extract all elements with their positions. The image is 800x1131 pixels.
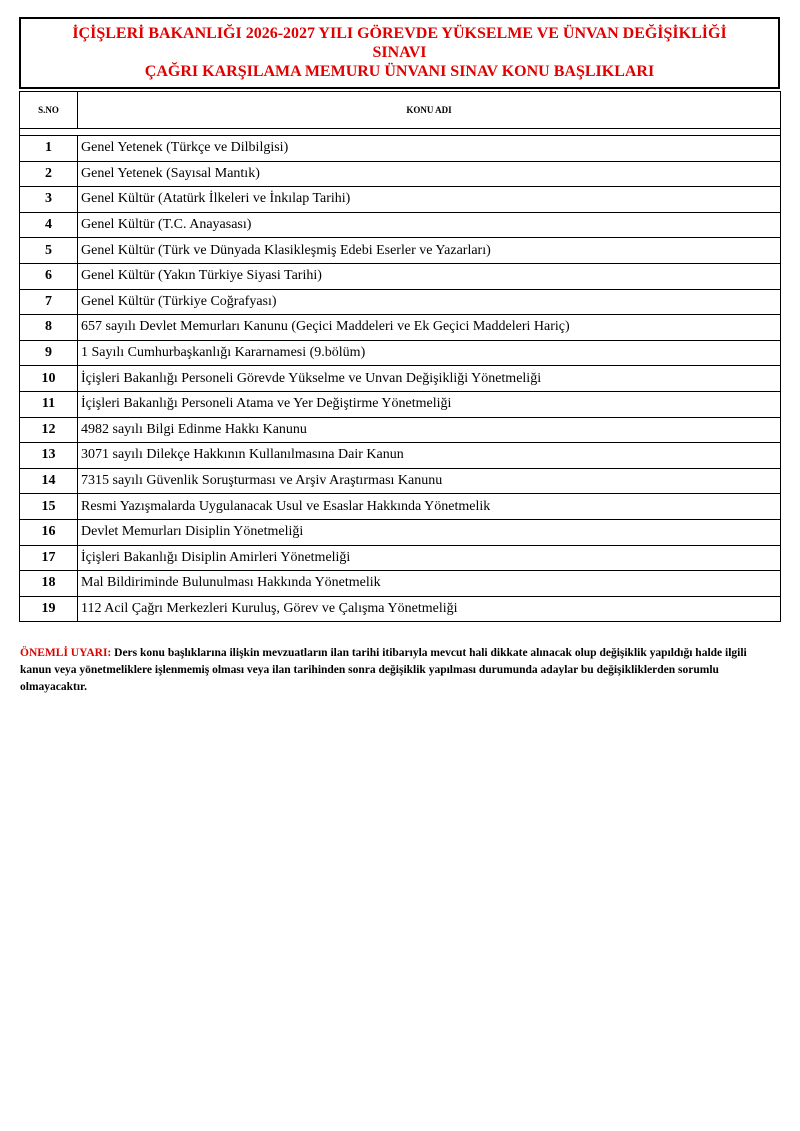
row-topic: Genel Yetenek (Türkçe ve Dilbilgisi)	[78, 136, 781, 162]
row-topic: 657 sayılı Devlet Memurları Kanunu (Geçici Maddeleri ve Ek Geçici Maddeleri Hariç)	[78, 315, 781, 341]
row-topic: İçişleri Bakanlığı Personeli Görevde Yükselme ve Unvan Değişikliği Yönetmeliği	[78, 366, 781, 392]
table-row	[20, 366, 781, 392]
title-line-2: SINAVI	[372, 44, 427, 61]
row-number: 6	[20, 263, 78, 289]
row-topic: Mal Bildiriminde Bulunulması Hakkında Yönetmelik	[78, 571, 781, 597]
row-number: 4	[20, 212, 78, 238]
table-row	[20, 443, 781, 469]
row-topic: 4982 sayılı Bilgi Edinme Hakkı Kanunu	[78, 417, 781, 443]
row-topic: 1 Sayılı Cumhurbaşkanlığı Kararnamesi (9.bölüm)	[78, 340, 781, 366]
row-number: 5	[20, 238, 78, 264]
row-number: 15	[20, 494, 78, 520]
row-topic: 112 Acil Çağrı Merkezleri Kuruluş, Görev ve Çalışma Yönetmeliği	[78, 596, 781, 622]
row-topic: Genel Kültür (Yakın Türkiye Siyasi Tarihi)	[78, 263, 781, 289]
document-sheet	[19, 17, 780, 622]
column-header-no: S.NO	[20, 92, 78, 129]
title-line-3: ÇAĞRI KARŞILAMA MEMURU ÜNVANI SINAV KONU BAŞLIKLARI	[144, 63, 655, 80]
table-row	[20, 263, 781, 289]
row-topic: Devlet Memurları Disiplin Yönetmeliği	[78, 519, 781, 545]
table-row	[20, 289, 781, 315]
row-topic: İçişleri Bakanlığı Personeli Atama ve Yer Değiştirme Yönetmeliği	[78, 391, 781, 417]
table-header-row	[20, 92, 781, 129]
table-row	[20, 187, 781, 213]
row-topic: Genel Kültür (T.C. Anayasası)	[78, 212, 781, 238]
title-line-1: İÇİŞLERİ BAKANLIĞI 2026-2027 YILI GÖREVDE YÜKSELME VE ÜNVAN DEĞİŞİKLİĞİ	[72, 25, 727, 42]
topics-table	[19, 91, 781, 622]
row-topic: Resmi Yazışmalarda Uygulanacak Usul ve Esaslar Hakkında Yönetmelik	[78, 494, 781, 520]
page-title	[19, 17, 780, 89]
row-number: 16	[20, 519, 78, 545]
row-number: 8	[20, 315, 78, 341]
important-warning	[20, 645, 780, 696]
table-row	[20, 494, 781, 520]
table-row	[20, 136, 781, 162]
column-header-topic: KONU ADI	[78, 92, 781, 129]
table-row	[20, 417, 781, 443]
row-topic: Genel Kültür (Atatürk İlkeleri ve İnkılap Tarihi)	[78, 187, 781, 213]
row-number: 14	[20, 468, 78, 494]
table-row	[20, 161, 781, 187]
row-number: 19	[20, 596, 78, 622]
warning-text: Ders konu başlıklarına ilişkin mevzuatların ilan tarihi itibarıyla mevcut hali dikkate alınacak olup değişiklik yapıldığı halde ilgili kanun veya yönetmeliklere işlenmemiş olması veya ilan tarihinden sonra değişiklik yapılması durumunda adaylar bu değişikliklerden sorumlu olmayacaktır.	[20, 647, 747, 693]
row-number: 1	[20, 136, 78, 162]
table-row	[20, 571, 781, 597]
table-row	[20, 545, 781, 571]
table-spacer-row	[20, 129, 781, 136]
row-topic: 3071 sayılı Dilekçe Hakkının Kullanılmasına Dair Kanun	[78, 443, 781, 469]
row-number: 17	[20, 545, 78, 571]
row-topic: Genel Kültür (Türkiye Coğrafyası)	[78, 289, 781, 315]
table-row	[20, 238, 781, 264]
row-number: 11	[20, 391, 78, 417]
table-row	[20, 212, 781, 238]
table-row	[20, 519, 781, 545]
table-row	[20, 340, 781, 366]
row-number: 18	[20, 571, 78, 597]
row-number: 2	[20, 161, 78, 187]
row-number: 9	[20, 340, 78, 366]
row-number: 7	[20, 289, 78, 315]
row-topic: İçişleri Bakanlığı Disiplin Amirleri Yönetmeliği	[78, 545, 781, 571]
row-topic: Genel Kültür (Türk ve Dünyada Klasikleşmiş Edebi Eserler ve Yazarları)	[78, 238, 781, 264]
table-row	[20, 468, 781, 494]
row-number: 12	[20, 417, 78, 443]
table-row	[20, 596, 781, 622]
warning-label: ÖNEMLİ UYARI:	[20, 647, 112, 659]
row-number: 13	[20, 443, 78, 469]
row-topic: 7315 sayılı Güvenlik Soruşturması ve Arşiv Araştırması Kanunu	[78, 468, 781, 494]
row-number: 10	[20, 366, 78, 392]
table-row	[20, 315, 781, 341]
table-row	[20, 391, 781, 417]
row-topic: Genel Yetenek (Sayısal Mantık)	[78, 161, 781, 187]
row-number: 3	[20, 187, 78, 213]
